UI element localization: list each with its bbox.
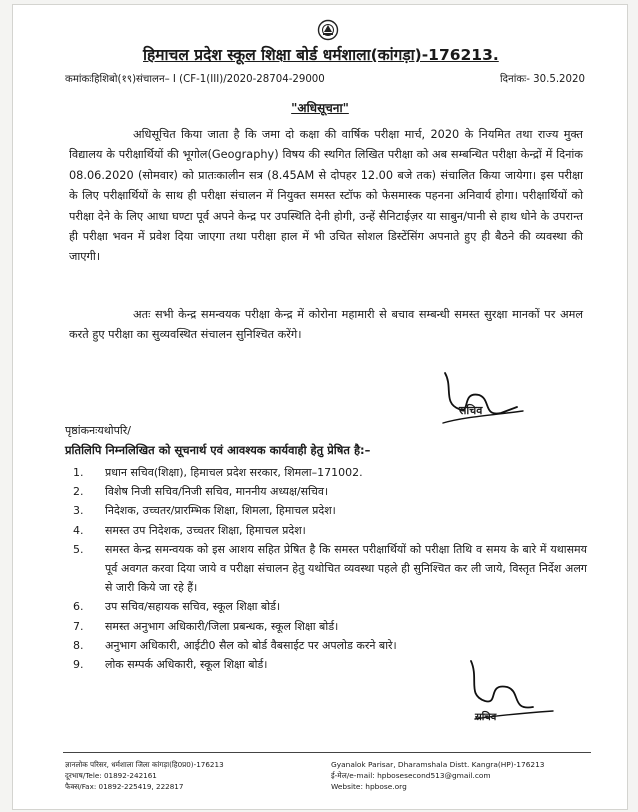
list-item-text: समस्त उप निदेशक, उच्चतर शिक्षा, हिमाचल प्रदेश। <box>105 523 306 537</box>
copy-recipient-list <box>73 463 587 674</box>
copy-intro: प्रतिलिपि निम्नलिखित को सूचनार्थ एवं आवश्यक कार्यवाही हेतु प्रेषित है:– <box>65 443 371 457</box>
list-item-text: निदेशक, उच्चतर/प्रारम्भिक शिक्षा, शिमला, हिमाचल प्रदेश। <box>105 504 336 518</box>
endorsement-line: पृष्ठांकनःयथोपरि/ <box>65 424 131 437</box>
document-page <box>12 4 628 810</box>
list-item <box>73 540 587 598</box>
list-item-text: समस्त केन्द्र समन्वयक को इस आशय सहित प्रेषित है कि समस्त परीक्षार्थियों को परीक्षा तिथि व समय के बारे में यथासमय पूर्व अवगत करवा दिया जाये व परीक्षा संचालन हेतु यथोचित व्यवस्था पहले ही सुनिश्चित कर ली जाये, विस्तृत निर्देश अलग से जारी किये जा रहे हैं। <box>105 542 587 595</box>
list-item-text: समस्त अनुभाग अधिकारी/जिला प्रबन्धक, स्कूल शिक्षा बोर्ड। <box>105 619 339 633</box>
list-item <box>73 521 587 540</box>
footer-line: फैक्स/Fax: 01892-225419, 222817 <box>65 782 184 791</box>
state-emblem-icon <box>317 19 339 41</box>
list-item <box>73 482 587 501</box>
list-item-number: 8. <box>73 638 84 652</box>
body-paragraph-1: अधिसूचित किया जाता है कि जमा दो कक्षा की वार्षिक परीक्षा मार्च, 2020 के नियमित तथा राज्य मुक्त विद्यालय के परीक्षार्थियों की भूगोल(Geography) विषय की स्थगित लिखित परीक्षा को अब सम्बन्धित परीक्षा केन्द्रों में दिनांक 08.06.2020 (सोमवार) को प्रातःकालीन सत्र (8.45AM से दोपहर 12.00 बजे तक) संचालित किया जायेगा। इस परीक्षा के लिए परीक्षार्थियों के साथ ही परीक्षा संचालन में नियुक्त समस्त स्टॉफ को फेसमास्क पहनना अनिवार्य होगा। परीक्षार्थियों को परीक्षा देने के लिए आधा घण्टा पूर्व अपने केन्द्र पर उपस्थिति देनी होगी, उन्हें सैनिटाईज़र या साबुन/पानी से हाथ धोने के उपरान्त ही परीक्षा भवन में प्रवेश दिया जाएगा तथा परीक्षा हाल में भी उचित सोशल डिस्टेंसिंग अपनाते हुए ही बैठने की व्यवस्था की जाएगी। <box>69 128 583 264</box>
list-item-number: 4. <box>73 523 84 537</box>
organization-title: हिमाचल प्रदेश स्कूल शिक्षा बोर्ड धर्मशाला(कांगड़ा)-176213. <box>143 46 499 64</box>
body-paragraph-2: अतः सभी केन्द्र समन्वयक परीक्षा केन्द्र में कोरोना महामारी से बचाव सम्बन्धी समस्त सुरक्षा मानकों पर अमल करते हुए परीक्षा का सुव्यवस्थित संचालन सुनिश्चित करेंगे। <box>69 308 583 342</box>
signature-scribble <box>449 655 559 730</box>
list-item-number: 2. <box>73 485 84 499</box>
list-item <box>73 636 587 655</box>
list-item-text: अनुभाग अधिकारी, आईटी0 सैल को बोर्ड वैबसाईट पर अपलोड करने बारे। <box>105 638 397 652</box>
footer-line: Gyanalok Parisar, Dharamshala Distt. Kangra(HP)-176213 <box>331 760 545 769</box>
footer-line: ई-मेल/e-mail: hpbosesecond513@gmail.com <box>331 771 491 780</box>
signatory-title-1: सचिव <box>459 404 483 417</box>
list-item-number: 6. <box>73 600 84 614</box>
list-item-text: विशेष निजी सचिव/निजी सचिव, माननीय अध्यक्ष/सचिव। <box>105 485 329 499</box>
signatory-title-2: सचिव <box>475 712 497 723</box>
list-item <box>73 597 587 616</box>
footer-line: Website: hpbose.org <box>331 782 407 791</box>
footer-divider <box>63 752 591 753</box>
list-item <box>73 501 587 520</box>
list-item-number: 9. <box>73 658 84 672</box>
list-item-number: 5. <box>73 542 84 556</box>
list-item-number: 7. <box>73 619 84 633</box>
list-item-text: उप सचिव/सहायक सचिव, स्कूल शिक्षा बोर्ड। <box>105 600 281 614</box>
list-item-number: 1. <box>73 466 84 479</box>
list-item <box>73 617 587 636</box>
list-item <box>73 463 587 482</box>
list-item-text: प्रधान सचिव(शिक्षा), हिमाचल प्रदेश सरकार, शिमला–171002. <box>105 466 363 479</box>
reference-line <box>65 71 595 87</box>
notice-title: "अधिसूचना" <box>291 101 349 115</box>
list-item-text: लोक सम्पर्क अधिकारी, स्कूल शिक्षा बोर्ड। <box>105 658 268 672</box>
issue-date: दिनांकः- 30.5.2020 <box>500 74 585 85</box>
footer-address-hindi <box>65 759 224 792</box>
reference-number: कमांकःहिशिबो(१९)संचालन– I (CF-1(III)/2020-28704-29000 <box>65 74 325 85</box>
signature-scribble <box>413 365 533 437</box>
footer-line: दूरभाष/Tele: 01892-242161 <box>65 771 157 780</box>
list-item-number: 3. <box>73 504 84 518</box>
footer-address-english <box>331 759 545 792</box>
footer-line: ज्ञानलोक परिसर, धर्मशाला जिला कांगड़ा(हि0प्र0)-176213 <box>65 760 224 769</box>
